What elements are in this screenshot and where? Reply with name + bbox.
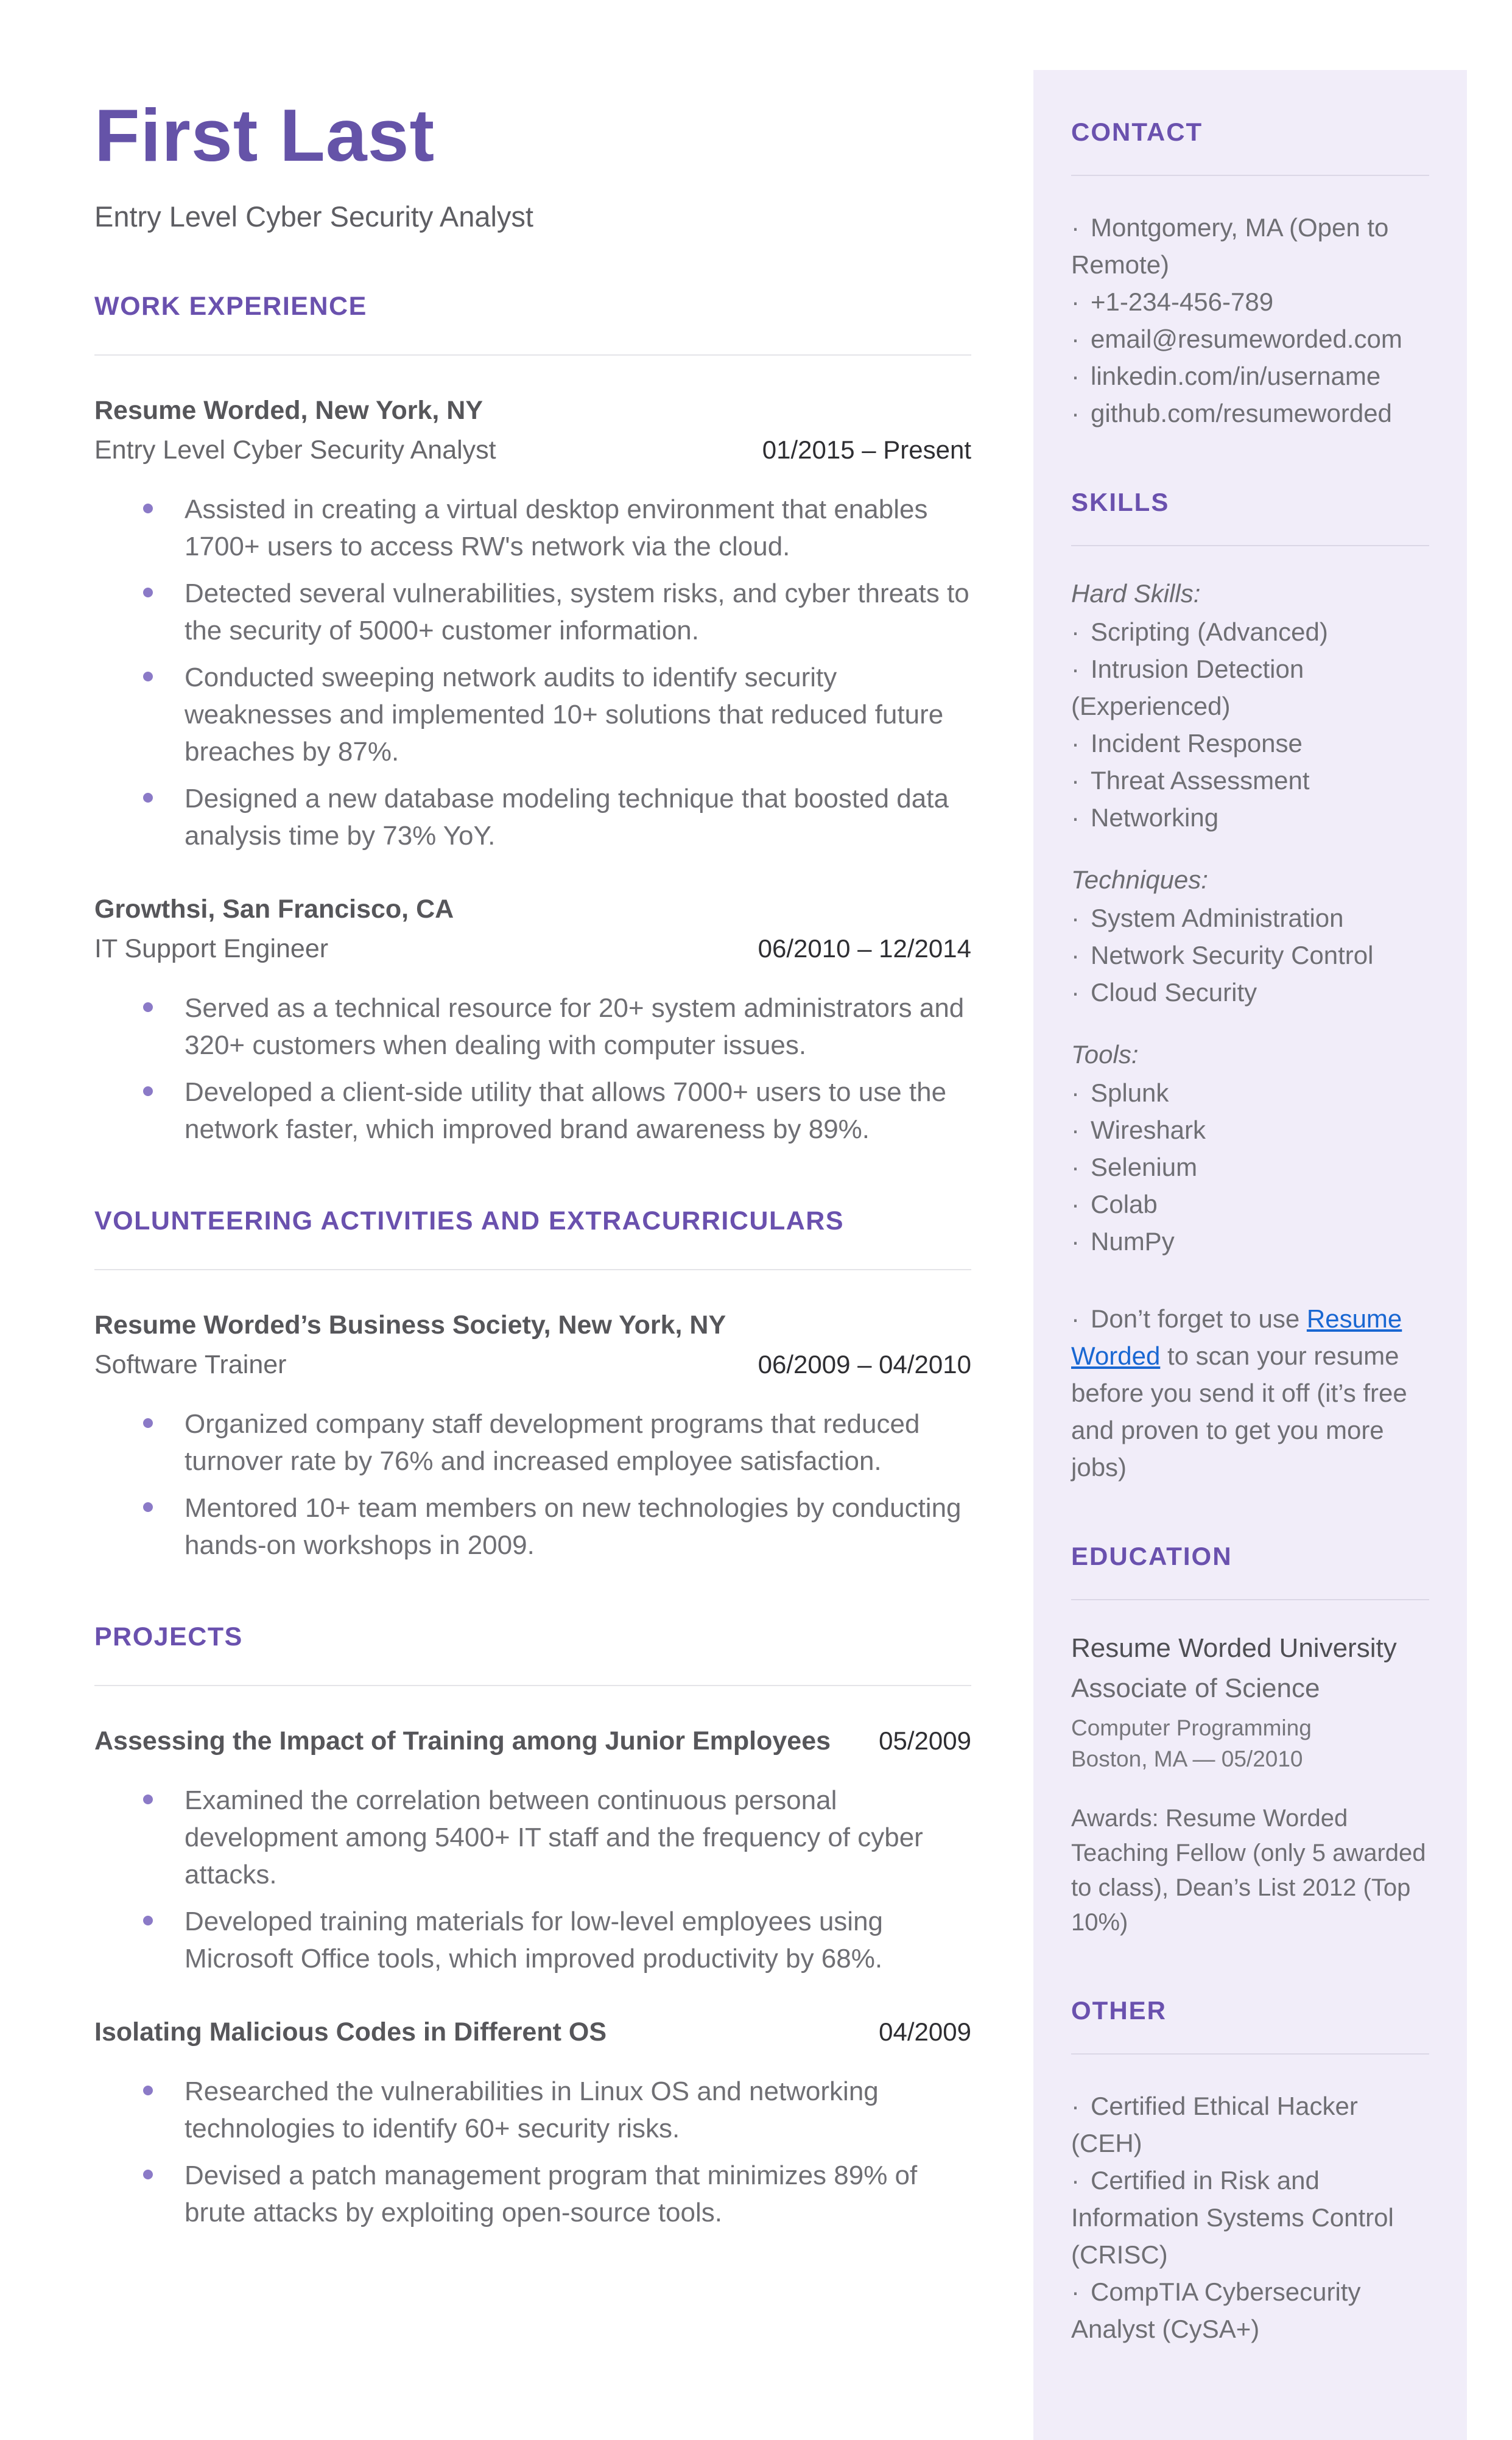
bullet-dot-icon: · (1071, 325, 1080, 353)
section-divider (94, 354, 971, 356)
sidebar-divider (1071, 545, 1429, 546)
education-location-date: Boston, MA — 05/2010 (1071, 1746, 1303, 1771)
sidebar-section-title: SKILLS (1071, 488, 1170, 516)
sidebar-item-text: email@resumeworded.com (1091, 325, 1402, 353)
bullet-dot-icon: · (1071, 213, 1080, 242)
sidebar-divider (1071, 1599, 1429, 1600)
bullet-dot-icon: · (1071, 655, 1080, 683)
sidebar-list-item (1071, 899, 1429, 937)
bullet-item: Organized company staff development programs that reduced turnover rate by 76% and increased employee satisfaction. (94, 1405, 971, 1480)
bullet-dot-icon: · (1071, 1227, 1080, 1256)
bullet-item: Conducted sweeping network audits to identify security weaknesses and implemented 10+ solutions that reduced future breaches by 87%. (94, 659, 971, 770)
candidate-name: First Last (94, 94, 435, 177)
bullet-item: Designed a new database modeling technique that boosted data analysis time by 73% YoY. (94, 780, 971, 854)
bullet-item: Developed training materials for low-level employees using Microsoft Office tools, which improved productivity by 68%. (94, 1903, 971, 1977)
entry-dates: 04/2009 (879, 2017, 971, 2047)
bullet-dot-icon: · (1071, 803, 1080, 832)
section-title: WORK EXPERIENCE (94, 292, 367, 322)
sidebar-item-text: Cloud Security (1091, 978, 1257, 1007)
sidebar-list-item (1071, 1148, 1429, 1186)
bullet-dot-icon: · (1071, 1153, 1080, 1181)
sidebar-item-text: System Administration (1091, 904, 1344, 932)
section-title: VOLUNTEERING ACTIVITIES AND EXTRACURRICULARS (94, 1206, 845, 1236)
bullet-item: Served as a technical resource for 20+ system administrators and 320+ customers when dealing with computer issues. (94, 990, 971, 1064)
entry-dates: 01/2015 – Present (762, 435, 971, 465)
entry-assessing-the-impact-of-training-among-j (94, 1726, 971, 1977)
note-prefix: Don’t forget to use (1091, 1304, 1307, 1333)
bullet-item: Devised a patch management program that minimizes 89% of brute attacks by exploiting open-source tools. (94, 2157, 971, 2231)
bullet-dot-icon: · (1071, 1116, 1080, 1144)
sidebar-section-skills (1071, 488, 1429, 1486)
sidebar-item-text: NumPy (1091, 1227, 1175, 1256)
sidebar-list-item (1071, 2162, 1429, 2273)
skills-group-label: Tools: (1071, 1040, 1139, 1069)
entry-resume-worded-new-york-ny (94, 396, 971, 854)
sidebar-sections (1071, 118, 1429, 2347)
sidebar-list-item (1071, 762, 1429, 799)
sidebar-list-item (1071, 2273, 1429, 2347)
bullet-dot-icon: · (1071, 362, 1080, 390)
sidebar-item-text: Wireshark (1091, 1116, 1206, 1144)
entry-role-row (94, 934, 971, 964)
sidebar-item-text: Scripting (Advanced) (1091, 617, 1328, 646)
sidebar-item-text: Intrusion Detection (Experienced) (1071, 655, 1304, 720)
section-title: PROJECTS (94, 1622, 243, 1652)
entry-bullets (94, 990, 971, 1148)
bullet-item: Researched the vulnerabilities in Linux OS and networking technologies to identify 60+ security risks. (94, 2073, 971, 2147)
entry-bullets (94, 491, 971, 854)
sidebar-list-item (1071, 320, 1429, 357)
sidebar-section-contact (1071, 118, 1429, 432)
sidebar-item-text: Certified Ethical Hacker (CEH) (1071, 2092, 1358, 2157)
candidate-title: Entry Level Cyber Security Analyst (94, 200, 533, 233)
sidebar-list-item (1071, 395, 1429, 432)
entry-role-row (94, 435, 971, 465)
entry-growthsi-san-francisco-ca (94, 895, 971, 1148)
entry-header-row (94, 2017, 971, 2047)
bullet-dot-icon: · (1071, 904, 1080, 932)
sidebar-section-education (1071, 1542, 1429, 1940)
sidebar-list-item (1071, 2087, 1429, 2162)
sidebar-list-item (1071, 725, 1429, 762)
entry-role: Entry Level Cyber Security Analyst (94, 435, 496, 465)
sidebar (1033, 70, 1467, 2440)
entry-header-row (94, 396, 971, 426)
section-projects (94, 1622, 971, 2231)
bullet-dot-icon: · (1071, 1190, 1080, 1218)
sidebar-item-text: Colab (1091, 1190, 1158, 1218)
sidebar-list-item (1071, 209, 1429, 283)
bullet-item: Examined the correlation between continuous personal development among 5400+ IT staff and the frequency of cyber attacks. (94, 1782, 971, 1893)
entry-header-row (94, 1310, 971, 1340)
sidebar-list-item (1071, 937, 1429, 974)
skills-group-hard-skills (1071, 579, 1429, 836)
bullet-item: Detected several vulnerabilities, system risks, and cyber threats to the security of 5000+ customer information. (94, 575, 971, 649)
bullet-item: Mentored 10+ team members on new technologies by conducting hands-on workshops in 2009. (94, 1489, 971, 1564)
entry-bullets (94, 2073, 971, 2231)
entry-resume-worded-s-business-society-new-yor (94, 1310, 971, 1564)
bullet-dot-icon: · (1071, 399, 1080, 427)
section-divider (94, 1685, 971, 1686)
entry-header-row (94, 895, 971, 924)
sidebar-item-text: Selenium (1091, 1153, 1198, 1181)
sidebar-section-other (1071, 1996, 1429, 2347)
entry-company: Resume Worded’s Business Society, New York, NY (94, 1310, 726, 1340)
section-work-experience (94, 292, 971, 1148)
sidebar-item-text: github.com/resumeworded (1091, 399, 1392, 427)
entry-role: Software Trainer (94, 1350, 287, 1380)
sidebar-item-text: Network Security Control (1091, 941, 1374, 969)
bullet-dot-icon: · (1071, 978, 1080, 1007)
main-sections (94, 292, 971, 2231)
sidebar-list-item (1071, 357, 1429, 395)
entry-dates: 05/2009 (879, 1726, 971, 1756)
sidebar-item-text: Montgomery, MA (Open to Remote) (1071, 213, 1389, 279)
resume-worded-link[interactable]: Resume Worded (1071, 1304, 1402, 1370)
sidebar-item-text: Splunk (1091, 1078, 1169, 1107)
sidebar-item-text: Certified in Risk and Information Systems Control (CRISC) (1071, 2166, 1394, 2269)
education-awards: Awards: Resume Worded Teaching Fellow (only 5 awarded to class), Dean’s List 2012 (Top 10%) (1071, 1805, 1426, 1936)
bullet-dot-icon: · (1071, 617, 1080, 646)
section-divider (94, 1269, 971, 1270)
sidebar-list-item (1071, 1223, 1429, 1260)
sidebar-list-item (1071, 650, 1429, 725)
bullet-item: Developed a client-side utility that allows 7000+ users to use the network faster, which improved brand awareness by 89%. (94, 1074, 971, 1148)
bullet-dot-icon: · (1071, 2092, 1080, 2120)
sidebar-list-item (1071, 1186, 1429, 1223)
sidebar-item-text: Incident Response (1091, 729, 1303, 758)
bullet-dot-icon: · (1071, 766, 1080, 795)
sidebar-list-item (1071, 1074, 1429, 1111)
bullet-dot-icon: · (1071, 2166, 1080, 2195)
sidebar-divider (1071, 175, 1429, 176)
sidebar-item-text: +1-234-456-789 (1091, 287, 1274, 316)
sidebar-list-item (1071, 1111, 1429, 1148)
sidebar-item-text: CompTIA Cybersecurity Analyst (CySA+) (1071, 2277, 1361, 2343)
entry-header-row (94, 1726, 971, 1756)
bullet-dot-icon: · (1071, 2277, 1080, 2306)
sidebar-item-text: Networking (1091, 803, 1219, 832)
main-column (94, 0, 971, 2241)
entry-bullets (94, 1405, 971, 1564)
skills-group-techniques (1071, 865, 1429, 1011)
bullet-dot-icon: · (1071, 941, 1080, 969)
bullet-item: Assisted in creating a virtual desktop environment that enables 1700+ users to access RW's network via the cloud. (94, 491, 971, 565)
bullet-dot-icon: · (1071, 287, 1080, 316)
bullet-dot-icon: · (1071, 1304, 1080, 1333)
sidebar-item-text: Threat Assessment (1091, 766, 1310, 795)
entry-role: IT Support Engineer (94, 934, 329, 964)
skills-group-label: Hard Skills: (1071, 579, 1201, 608)
sidebar-list-item (1071, 283, 1429, 320)
sidebar-item-text: linkedin.com/in/username (1091, 362, 1381, 390)
entry-role-row (94, 1350, 971, 1380)
education-school: Resume Worded University (1071, 1633, 1397, 1663)
entry-company: Resume Worded, New York, NY (94, 396, 483, 426)
bullet-dot-icon: · (1071, 1078, 1080, 1107)
resume-worded-note (1071, 1300, 1429, 1486)
sidebar-section-title: EDUCATION (1071, 1542, 1232, 1570)
education-field: Computer Programming (1071, 1715, 1312, 1740)
sidebar-list-item (1071, 799, 1429, 836)
skills-group-label: Techniques: (1071, 865, 1208, 894)
sidebar-list-item (1071, 613, 1429, 650)
sidebar-list-item (1071, 974, 1429, 1011)
section-volunteering-activities-and-extracurricu (94, 1206, 971, 1564)
sidebar-section-title: OTHER (1071, 1996, 1167, 2025)
entry-company: Assessing the Impact of Training among Junior Employees (94, 1726, 831, 1756)
entry-dates: 06/2010 – 12/2014 (758, 934, 971, 963)
entry-isolating-malicious-codes-in-different-o (94, 2017, 971, 2231)
skills-group-tools (1071, 1040, 1429, 1260)
bullet-dot-icon: · (1071, 729, 1080, 758)
education-degree: Associate of Science (1071, 1673, 1320, 1703)
entry-company: Isolating Malicious Codes in Different OS (94, 2017, 607, 2047)
sidebar-section-title: CONTACT (1071, 118, 1203, 146)
entry-dates: 06/2009 – 04/2010 (758, 1350, 971, 1379)
entry-bullets (94, 1782, 971, 1977)
note-suffix: to scan your resume before you send it off (it’s free and proven to get you more jobs) (1071, 1341, 1407, 1482)
entry-company: Growthsi, San Francisco, CA (94, 895, 454, 924)
sidebar-divider (1071, 2053, 1429, 2055)
